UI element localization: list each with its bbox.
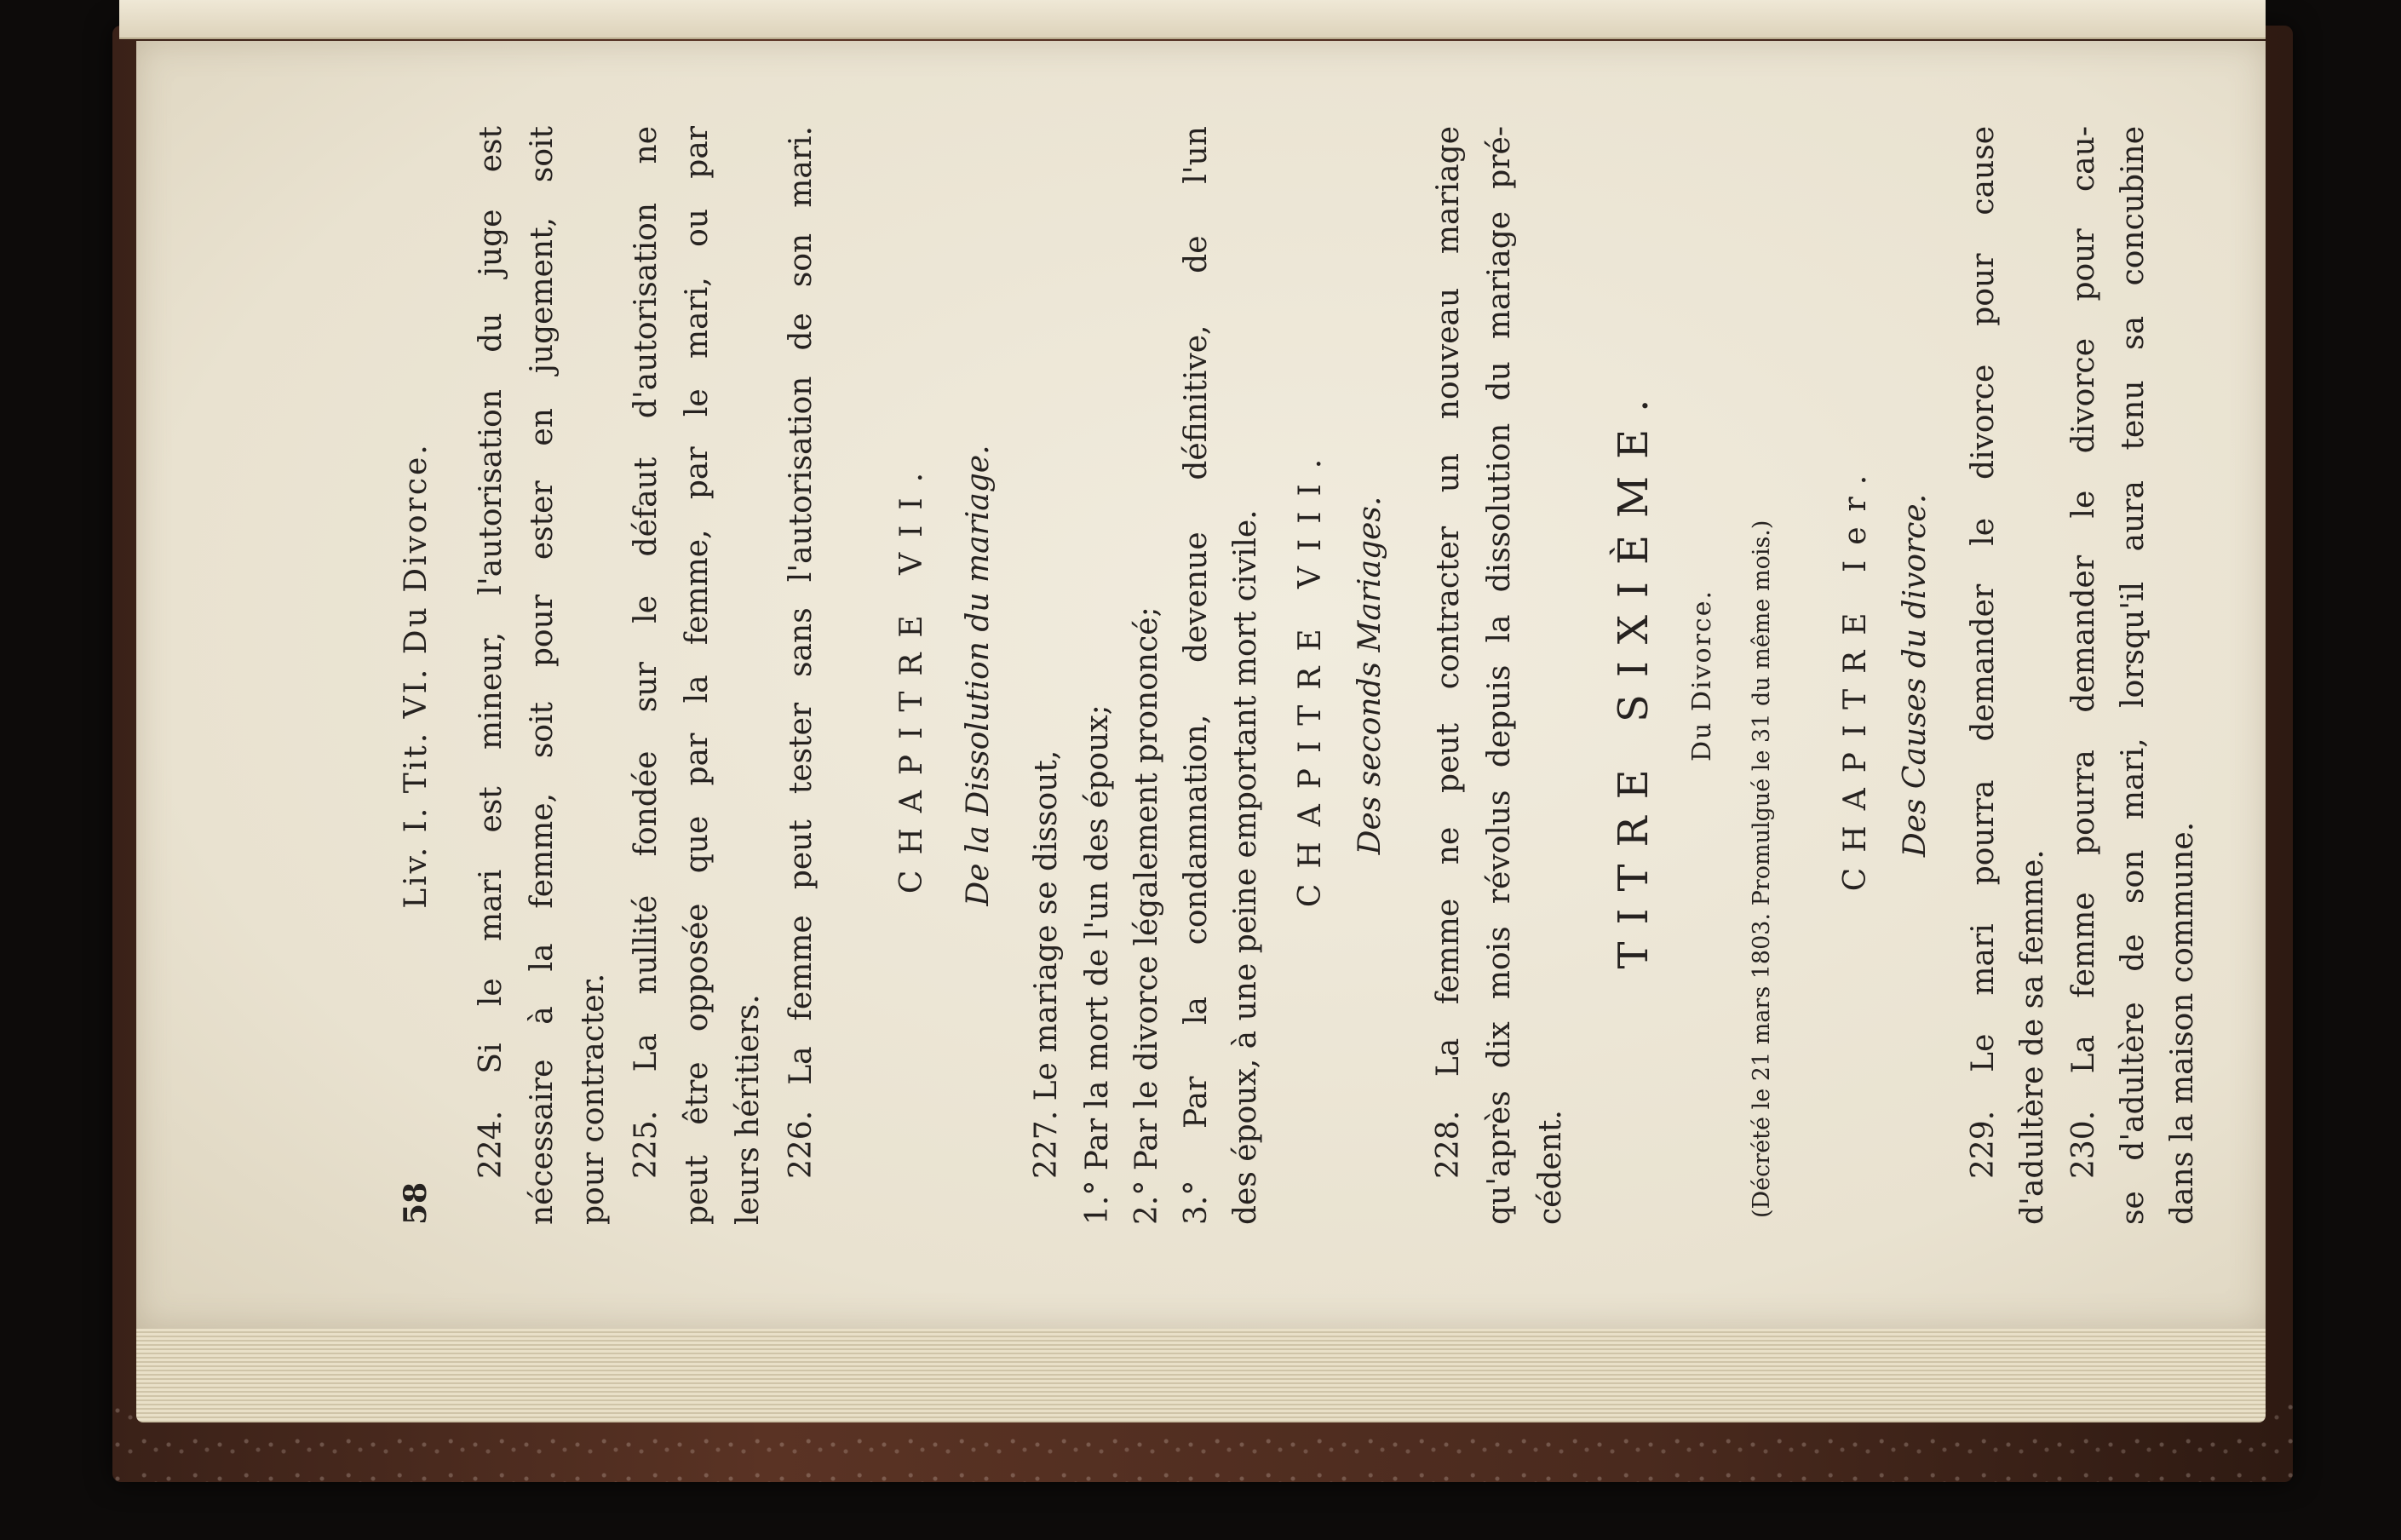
book-page [136,41,2266,1329]
article-229-line-2: d'adultère de sa femme. [2015,849,2050,1225]
article-227-line-1: 227. Le mariage se dissout, [1029,750,1064,1179]
article-228-line-2: qu'après dix mois révolus depuis la dissolution du mariage pré- [1482,126,1517,1225]
article-225-line-3: leurs héritiers. [731,994,766,1225]
chapter-1-heading: CHAPITRE Ier. [1838,459,1873,892]
article-230-line-2: se d'adultère de son mari, lorsqu'il aura tenu sa concubine [2116,126,2151,1225]
title-6-decree: (Décrété le 21 mars 1803. Promulgué le 31 du même mois.) [1749,520,1775,1218]
title-6-subtitle: Du Divorce. [1687,589,1717,761]
running-title: Liv. I. Tit. VI. Du Divorce. [399,442,434,909]
article-230-line-1: 230. La femme pourra demander le divorce pour cau- [2066,126,2101,1179]
page-text-block [392,126,2200,1225]
article-228-line-3: cédent. [1533,1110,1568,1225]
article-227-line-2: 1.° Par la mort de l'un des époux; [1080,704,1115,1225]
article-225-line-2: peut être opposée que par la femme, par le mari, ou par [680,126,715,1225]
facing-page-edge [119,0,2266,39]
page-number: 58 [398,1181,434,1225]
article-224-line-1: 224. Si le mari est mineur, l'autorisation du juge est [474,126,508,1179]
chapter-8-heading: CHAPITRE VIII. [1293,443,1328,908]
chapter-7-heading: CHAPITRE VII. [894,457,929,894]
article-229-line-1: 229. Le mari pourra demander le divorce pour cause [1966,126,2001,1179]
article-227-line-3: 2.° Par le divorce légalement prononcé; [1129,606,1164,1225]
chapter-7-subtitle: De la Dissolution du mariage. [961,445,996,906]
title-6-heading: TITRE SIXIÈME. [1610,382,1657,969]
article-227-line-5: des époux, à une peine emportant mort civile. [1228,509,1263,1225]
chapter-1-subtitle: Des Causes du divorce. [1898,493,1933,858]
article-230-line-3: dans la maison commune. [2165,821,2200,1225]
article-224-line-2: nécessaire à la femme, soit pour ester en jugement, soit [525,126,560,1225]
article-227-line-4: 3.° Par la condamnation, devenue définitive, de l'un [1179,126,1214,1225]
chapter-8-subtitle: Des seconds Mariages. [1353,496,1387,855]
article-224-line-3: pour contracter. [576,973,611,1225]
article-225-line-1: 225. La nullité fondée sur le défaut d'autorisation ne [629,126,663,1179]
article-226-line-1: 226. La femme peut tester sans l'autorisation de son mari. [784,126,819,1179]
article-228-line-1: 228. La femme ne peut contracter un nouveau mariage [1431,126,1466,1179]
